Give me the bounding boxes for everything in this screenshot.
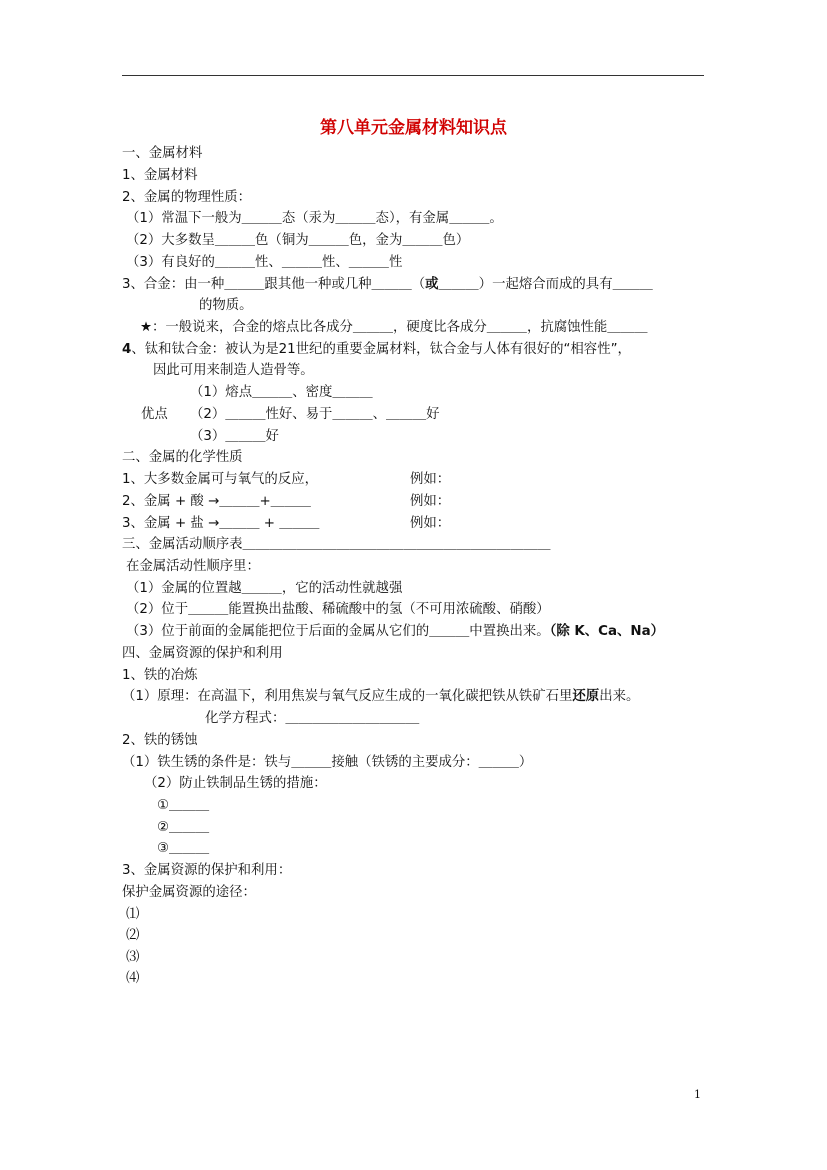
way-3: ⑶ (126, 950, 140, 965)
example-label: 例如： (410, 516, 451, 531)
titanium-num: 4 (122, 342, 132, 357)
advantage-3: （3）＿＿＿好 (190, 429, 279, 444)
titanium-item (122, 341, 631, 359)
activity-rule-3 (126, 623, 664, 641)
example-label: 例如： (410, 472, 451, 487)
prevention-item-1: ①＿＿＿ (157, 798, 210, 813)
alloy-definition (122, 276, 653, 294)
activity-rule-3-text: （3）位于前面的金属能把位于后面的金属从它们的＿＿＿中置换出来。 (126, 624, 550, 639)
way-1: ⑴ (126, 907, 140, 922)
advantage-2: （2）＿＿＿性好、易于＿＿＿、＿＿＿好 (190, 407, 440, 422)
prevention-item-3: ③＿＿＿ (157, 841, 210, 856)
page-title: 第八单元金属材料知识点 (320, 118, 507, 138)
example-label: 例如： (410, 494, 451, 509)
alloy-note-text: ：一般说来，合金的熔点比各成分＿＿＿，硬度比各成分＿＿＿，抗腐蚀性能＿＿＿ (152, 320, 648, 335)
advantage-1: （1）熔点＿＿＿、密度＿＿＿ (190, 385, 373, 400)
protection-ways: 保护金属资源的途径： (122, 885, 256, 900)
prevention-item-2: ②＿＿＿ (157, 820, 210, 835)
reaction-salt: 3、金属 + 盐 →＿＿＿ + ＿＿＿ (122, 516, 320, 531)
way-2: ⑵ (126, 928, 140, 943)
alloy-note (140, 319, 647, 337)
smelting-principle-end: 出来。 (599, 689, 640, 704)
iron-rusting: 2、铁的锈蚀 (122, 733, 198, 748)
alloy-text-a: 3、合金：由一种＿＿＿跟其他一种或几种＿＿＿（ (122, 277, 426, 292)
alloy-definition-cont: 的物质。 (199, 298, 253, 313)
smelting-principle-text: （1）原理：在高温下，利用焦炭与氧气反应生成的一氧化碳把铁从铁矿石里 (122, 689, 573, 704)
activity-rule-2: （2）位于＿＿＿能置换出盐酸、稀硫酸中的氢（不可用浓硫酸、硝酸） (126, 602, 550, 617)
physical-property-2: （2）大多数呈＿＿＿色（铜为＿＿＿色，金为＿＿＿色） (126, 233, 470, 248)
way-4: ⑷ (126, 971, 140, 986)
titanium-text: 、钛和钛合金：被认为是21世纪的重要金属材料，钛合金与人体有很好的“相容性”， (131, 342, 631, 357)
section-2-heading: 二、金属的化学性质 (122, 450, 243, 465)
titanium-item-cont: 因此可用来制造人造骨等。 (153, 363, 314, 378)
section-4-heading: 四、金属资源的保护和利用 (122, 646, 283, 661)
item-physical-properties: 2、金属的物理性质： (122, 190, 252, 205)
resource-protection: 3、金属资源的保护和利用： (122, 863, 292, 878)
rust-conditions: （1）铁生锈的条件是：铁与＿＿＿接触（铁锈的主要成分：＿＿＿） (122, 755, 533, 770)
alloy-text-c: ＿＿＿）一起熔合而成的具有＿＿＿ (438, 277, 653, 292)
reaction-acid: 2、金属 + 酸 →＿＿＿+＿＿＿ (122, 494, 311, 509)
physical-property-3: （3）有良好的＿＿＿性、＿＿＿性、＿＿＿性 (126, 255, 403, 270)
rust-prevention: （2）防止铁制品生锈的措施： (144, 776, 327, 791)
page-number: 1 (694, 1088, 701, 1101)
alloy-text-or: 或 (425, 277, 439, 292)
reaction-oxygen: 1、大多数金属可与氧气的反应， (122, 472, 318, 487)
activity-rule-1: （1）金属的位置越＿＿＿，它的活动性就越强 (126, 581, 403, 596)
activity-rule-3-note: （除 K、Ca、Na） (549, 624, 665, 639)
smelting-principle (122, 688, 639, 706)
physical-property-1: （1）常温下一般为＿＿＿态（汞为＿＿＿态），有金属＿＿＿。 (126, 211, 503, 226)
chemical-equation: 化学方程式：＿＿＿＿＿＿＿＿＿＿ (205, 711, 420, 726)
iron-smelting: 1、铁的冶炼 (122, 668, 198, 683)
item-metal-materials: 1、金属材料 (122, 168, 198, 183)
smelting-principle-bold: 还原 (572, 689, 600, 704)
star-icon: ★ (140, 320, 153, 335)
activity-intro: 在金属活动性顺序里： (126, 559, 260, 574)
advantage-label: 优点 (141, 407, 168, 422)
section-1-heading: 一、金属材料 (122, 146, 203, 161)
header-rule (122, 75, 704, 76)
section-3-heading: 三、金属活动顺序表＿＿＿＿＿＿＿＿＿＿＿＿＿＿＿＿＿＿＿＿＿＿＿ (122, 537, 551, 552)
